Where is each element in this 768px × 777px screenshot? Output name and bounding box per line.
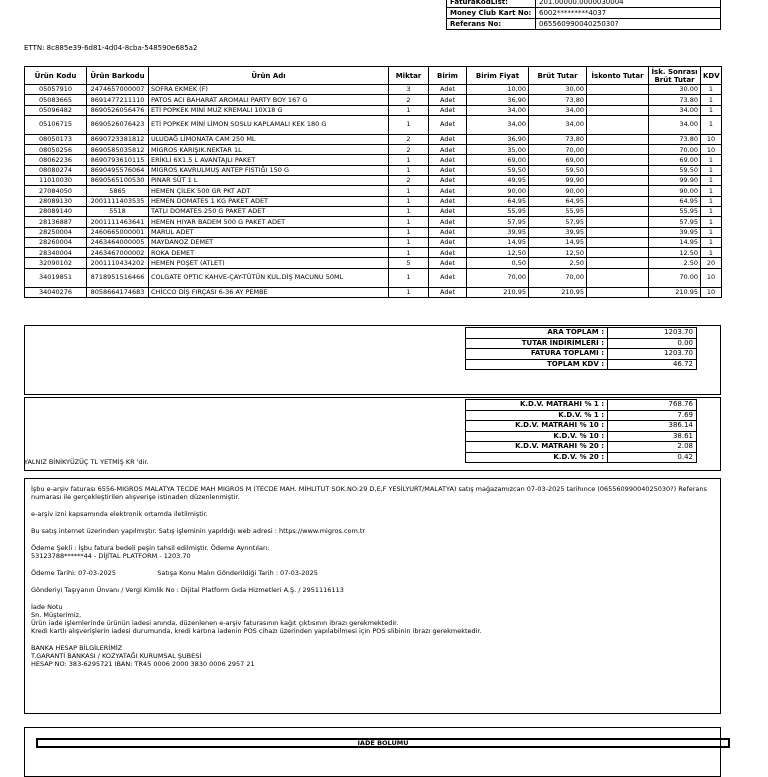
table-cell: 1 [701, 85, 722, 95]
return-title: İade Notu [31, 603, 63, 611]
table-cell: 1 [701, 115, 722, 134]
table-cell: 2463467000002 [87, 248, 149, 258]
table-cell: 34040276 [25, 287, 87, 297]
table-row [25, 165, 722, 175]
note-carrier: Gönderiyi Taşıyanın Ünvanı / Vergi Kimlik No : Dijital Platform Gıda Hizmetleri A.Ş. / 2951116113 [31, 586, 344, 594]
table-cell: MAYDANOZ DEMET [149, 237, 389, 247]
table-cell [587, 268, 649, 287]
table-cell: 0,50 [467, 258, 529, 268]
vat-row [466, 442, 697, 453]
table-cell: 08050173 [25, 134, 87, 144]
table-cell: 14,95 [529, 237, 587, 247]
table-row [25, 248, 722, 258]
table-row [25, 115, 722, 134]
table-cell: 08080274 [25, 165, 87, 175]
items-table [24, 66, 722, 298]
note-dates: Ödeme Tarihi: 07-03-2025 Satışa Konu Malın Gönderildiği Tarih : 07-03-2025 [31, 569, 318, 577]
table-cell: 28260004 [25, 237, 87, 247]
table-cell: 36,90 [467, 134, 529, 144]
total-value: 768.76 [608, 400, 697, 411]
table-cell: 39,95 [467, 227, 529, 237]
table-cell: 57,95 [529, 217, 587, 227]
total-value: 0.00 [608, 338, 697, 349]
table-cell: 69.00 [649, 155, 701, 165]
note-invoice-origin: İşbu e-arşiv faturası 6556-MIGROS MALATYA TECDE MAH MIGROS M (TECDE MAH. MİHLITUT SOK.NO:29 D,E,F YESİLYURT/MALATYA) satış mağazamızcan 07-03-2025 tarihınce (06556099004025030?) Referans numarası ile gerçekleştirilen alışverişe istinaden düzenlenmiştir. [31, 485, 707, 501]
table-cell: 1 [701, 227, 722, 237]
table-cell [587, 134, 649, 144]
return-line-2: Kredi kartlı alışverişlerin iadesi durumunda, kredi kartına iadenin POS cihazı üzerinden yapılabilmesi için POS slibinin ibrazı gerekmektedir. [31, 627, 482, 635]
table-cell: 69,00 [467, 155, 529, 165]
table-cell: 2001110434202 [87, 258, 149, 268]
table-row [25, 85, 722, 95]
total-value: 46.72 [608, 359, 697, 370]
table-cell: 2 [389, 95, 429, 105]
table-row [25, 237, 722, 247]
table-cell: 1 [701, 186, 722, 196]
table-cell: 05057910 [25, 85, 87, 95]
table-cell: 28089130 [25, 196, 87, 206]
table-cell: 8691477211110 [87, 95, 149, 105]
table-cell [587, 105, 649, 115]
table-cell: 73.80 [649, 95, 701, 105]
table-cell: 08050256 [25, 145, 87, 155]
table-cell: ROKA DEMET [149, 248, 389, 258]
table-cell [587, 115, 649, 134]
table-cell: 34.00 [649, 105, 701, 115]
table-cell: 49,95 [467, 176, 529, 186]
table-cell: 70.00 [649, 268, 701, 287]
table-cell: 34019851 [25, 268, 87, 287]
table-cell: 57,95 [467, 217, 529, 227]
table-cell: 210,95 [467, 287, 529, 297]
table-cell: 2.50 [649, 258, 701, 268]
table-cell: Adet [429, 196, 467, 206]
table-cell: 2001111463641 [87, 217, 149, 227]
table-cell: 210,95 [529, 287, 587, 297]
total-row [466, 338, 697, 349]
table-cell: 8690723381812 [87, 134, 149, 144]
vat-row [466, 400, 697, 411]
table-row [25, 186, 722, 196]
table-cell [587, 196, 649, 206]
table-cell: 1 [389, 105, 429, 115]
payment-method: Ödeme Şekli : İşbu fatura bedeli peşin tahsil edilmiştir. Ödeme Ayrıntıları: [31, 544, 270, 552]
table-row [25, 217, 722, 227]
table-cell: 1 [701, 217, 722, 227]
info-value: 06556099004025030? [536, 19, 721, 30]
payment-details: 53123788******44 - DİJİTAL PLATFORM - 1203.70 [31, 552, 191, 560]
table-cell [587, 258, 649, 268]
table-cell: 73,80 [529, 134, 587, 144]
table-cell: Adet [429, 95, 467, 105]
table-cell: 28250004 [25, 227, 87, 237]
total-value: 7.69 [608, 410, 697, 421]
table-row [25, 145, 722, 155]
table-cell: 55,95 [529, 206, 587, 216]
table-cell: ERİKLİ 6X1.5 L AVANTAJLI PAKET [149, 155, 389, 165]
table-cell: 1 [389, 165, 429, 175]
table-cell: 55.95 [649, 206, 701, 216]
total-value: 0.42 [608, 452, 697, 463]
table-cell: Adet [429, 248, 467, 258]
table-cell: 1 [701, 95, 722, 105]
table-cell: MARUL ADET [149, 227, 389, 237]
table-cell: 64,95 [529, 196, 587, 206]
table-cell: 34.00 [649, 115, 701, 134]
table-cell [587, 206, 649, 216]
table-cell: 5 [389, 258, 429, 268]
table-cell: 1 [389, 248, 429, 258]
table-cell: Adet [429, 287, 467, 297]
info-key: Referans No: [447, 19, 536, 30]
table-row [25, 176, 722, 186]
table-cell: 2463464000005 [87, 237, 149, 247]
table-cell [587, 155, 649, 165]
table-cell: 2 [389, 134, 429, 144]
table-cell [587, 145, 649, 155]
table-cell: 08062236 [25, 155, 87, 165]
table-cell: 5865 [87, 186, 149, 196]
table-cell: 10 [701, 268, 722, 287]
table-cell: 1 [389, 196, 429, 206]
table-body [25, 85, 722, 298]
table-row [25, 105, 722, 115]
table-row [25, 134, 722, 144]
total-value: 2.08 [608, 442, 697, 453]
return-section [24, 727, 721, 777]
table-cell: HEMEN POŞET (ATLET) [149, 258, 389, 268]
table-cell: 34,00 [529, 115, 587, 134]
total-value: 386.14 [608, 421, 697, 432]
table-cell: 70,00 [467, 268, 529, 287]
table-cell: COLGATE OPTIC KAHVE-ÇAY-TÜTÜN KUL.DİŞ MACUNU 50ML [149, 268, 389, 287]
table-row [25, 227, 722, 237]
table-cell: Adet [429, 85, 467, 95]
table-cell: 1 [701, 155, 722, 165]
table-cell: 99.90 [649, 176, 701, 186]
table-cell: 90.00 [649, 186, 701, 196]
column-header: Ürün Barkodu [87, 67, 149, 85]
table-cell: 11010030 [25, 176, 87, 186]
total-row [466, 328, 697, 339]
table-cell [587, 95, 649, 105]
table-cell: 70,00 [529, 268, 587, 287]
info-key: FaturaKodList: [447, 0, 536, 8]
total-value: 38.61 [608, 431, 697, 442]
table-cell: 64.95 [649, 196, 701, 206]
table-cell: Adet [429, 237, 467, 247]
vat-row [466, 410, 697, 421]
table-cell [587, 248, 649, 258]
total-label: FATURA TOPLAMI : [466, 349, 608, 360]
info-value: 6002*********4037 [536, 8, 721, 19]
table-cell: 8058664174683 [87, 287, 149, 297]
total-label: TOPLAM KDV : [466, 359, 608, 370]
total-label: K.D.V. % 1 : [466, 410, 608, 421]
table-cell: 10,00 [467, 85, 529, 95]
table-cell: Adet [429, 145, 467, 155]
table-cell: 05106715 [25, 115, 87, 134]
table-cell: Adet [429, 115, 467, 134]
note-return [31, 603, 714, 635]
table-cell: 34,00 [467, 115, 529, 134]
total-label: K.D.V. % 20 : [466, 452, 608, 463]
table-cell [587, 217, 649, 227]
note-earsiv: e-arşiv izni kapsamında elektronik ortamda iletilmiştir. [31, 510, 208, 518]
table-cell: 1 [389, 186, 429, 196]
table-cell: 1 [389, 237, 429, 247]
table-cell [587, 227, 649, 237]
table-cell: 32090102 [25, 258, 87, 268]
table-cell: 27084050 [25, 186, 87, 196]
column-header: Birim Fiyat [467, 67, 529, 85]
table-cell: 59,50 [529, 165, 587, 175]
table-cell [587, 165, 649, 175]
table-cell: 10 [701, 145, 722, 155]
table-cell: 8718951516466 [87, 268, 149, 287]
table-cell: 99,90 [529, 176, 587, 186]
table-row [25, 287, 722, 297]
table-cell: MİGROS KAVRULMUŞ ANTEP FISTIĞI 150 G [149, 165, 389, 175]
table-cell: 05096482 [25, 105, 87, 115]
table-cell: 1 [389, 155, 429, 165]
table-cell: 2474657000007 [87, 85, 149, 95]
return-line-1: Ürün iade işlemlerinde ürünün iadesi anında, düzenlenen e-arşiv faturasının kağıt çıktısının ibrazı gerekmektedir. [31, 619, 399, 627]
total-value: 1203.70 [608, 328, 697, 339]
table-cell: 14,95 [467, 237, 529, 247]
table-cell: Adet [429, 134, 467, 144]
vat-row [466, 452, 697, 463]
table-cell: Adet [429, 186, 467, 196]
table-cell: 70,00 [529, 145, 587, 155]
column-header: Brüt Tutar [529, 67, 587, 85]
table-cell: 05083665 [25, 95, 87, 105]
table-cell: 10 [701, 287, 722, 297]
table-cell: 1 [701, 237, 722, 247]
table-header [25, 67, 722, 85]
table-row [25, 206, 722, 216]
table-cell: 55,95 [467, 206, 529, 216]
table-row [25, 258, 722, 268]
table-cell: ULUDAĞ LİMONATA CAM 250 ML [149, 134, 389, 144]
note-payment [31, 544, 714, 560]
total-value: 1203.70 [608, 349, 697, 360]
table-cell [587, 287, 649, 297]
column-header: İskonto Tutar [587, 67, 649, 85]
table-cell: 35,00 [467, 145, 529, 155]
table-cell: 1 [701, 248, 722, 258]
table-cell [587, 176, 649, 186]
table-cell: ETİ POPKEK MİNİ MUZ KREMALI 10X18 G [149, 105, 389, 115]
table-cell: 5518 [87, 206, 149, 216]
table-cell: 2460665000001 [87, 227, 149, 237]
table-cell: 64,95 [467, 196, 529, 206]
table-cell: 8690793610115 [87, 155, 149, 165]
column-header: Miktar [389, 67, 429, 85]
bank-title: BANKA HESAP BİLGİLERİMİZ [31, 644, 123, 652]
table-cell: 1 [389, 227, 429, 237]
table-cell: 2 [389, 145, 429, 155]
total-label: K.D.V. % 10 : [466, 431, 608, 442]
table-cell: 73.80 [649, 134, 701, 144]
bank-account: HESAP NO: 383-6295721 IBAN: TR45 0006 2000 3830 0006 2957 21 [31, 660, 255, 668]
table-cell: PINAR SÜT 1 L [149, 176, 389, 186]
table-cell: SOFRA EKMEK (F) [149, 85, 389, 95]
table-cell: 1 [701, 206, 722, 216]
table-row [25, 268, 722, 287]
table-cell: Adet [429, 268, 467, 287]
table-cell: 34,00 [529, 105, 587, 115]
table-cell: 2001111403535 [87, 196, 149, 206]
totals-box [24, 325, 721, 395]
table-cell: Adet [429, 227, 467, 237]
table-cell: MİGROS KARIŞIK.NEKTAR 1L [149, 145, 389, 155]
table-cell [587, 186, 649, 196]
table-cell: PATOS ACI BAHARAT AROMALI PARTY BOY 167 G [149, 95, 389, 105]
table-cell: 59,50 [467, 165, 529, 175]
table-cell: 14.95 [649, 237, 701, 247]
table-cell: 1 [389, 287, 429, 297]
info-row [447, 8, 721, 19]
amount-in-words: YALNIZ BİNİKYÜZÜÇ TL YETMİŞ KR 'dir. [24, 458, 149, 466]
table-cell: 2,50 [529, 258, 587, 268]
table-cell: 30.00 [649, 85, 701, 95]
bank-name: T.GARANTİ BANKASI / KOZYATAĞI KURUMSAL ŞUBESİ [31, 652, 202, 660]
return-section-title: İADE BÖLÜMÜ [36, 738, 730, 748]
table-cell: 73,80 [529, 95, 587, 105]
info-key: Money Club Kart No: [447, 8, 536, 19]
table-cell: 1 [389, 115, 429, 134]
table-cell: 1 [389, 268, 429, 287]
vat-row [466, 421, 697, 432]
table-cell: Adet [429, 165, 467, 175]
note-web-sale: Bu satış internet üzerinden yapılmıştır. Satış işleminin yapıldığı web adresi : https://www.migros.com.tr [31, 527, 366, 535]
total-label: K.D.V. MATRAHI % 10 : [466, 421, 608, 432]
notes-section [24, 478, 721, 714]
table-cell: CHİCCO DİŞ FIRÇASI 6-36 AY PEMBE [149, 287, 389, 297]
table-cell: 8690565100530 [87, 176, 149, 186]
table-cell: TATLI DOMATES 250 G PAKET ADET [149, 206, 389, 216]
table-row [25, 196, 722, 206]
table-cell: 1 [701, 196, 722, 206]
table-cell: 28136887 [25, 217, 87, 227]
table-cell: HEMEN ÇİLEK 500 GR PKT ADT [149, 186, 389, 196]
table-cell: 3 [389, 85, 429, 95]
table-cell: 1 [701, 165, 722, 175]
table-cell: 12,50 [467, 248, 529, 258]
table-row [25, 95, 722, 105]
table-cell: 70.00 [649, 145, 701, 155]
table-cell: 2 [389, 176, 429, 186]
total-label: ARA TOPLAM : [466, 328, 608, 339]
total-label: TUTAR İNDİRİMLERİ : [466, 338, 608, 349]
table-cell: 8690495576064 [87, 165, 149, 175]
table-cell: 28340004 [25, 248, 87, 258]
table-cell: 1 [389, 217, 429, 227]
table-cell: 1 [701, 105, 722, 115]
total-row [466, 359, 697, 370]
table-cell: 34,00 [467, 105, 529, 115]
return-greeting: Sn. Müşterimiz, [31, 611, 82, 619]
ettn-label: ETTN: 8c885e39-6d81-4d04-8cba-548590e685a2 [24, 44, 198, 52]
table-cell: Adet [429, 258, 467, 268]
table-cell: Adet [429, 105, 467, 115]
table-cell: 90,00 [529, 186, 587, 196]
info-value: 201.00000.0000030004 [536, 0, 721, 8]
column-header: Ürün Adı [149, 67, 389, 85]
table-cell: 39.95 [649, 227, 701, 237]
table-cell: 8690585035812 [87, 145, 149, 155]
column-header: İsk. Sonrası Brüt Tutar [649, 67, 701, 85]
info-row [447, 19, 721, 30]
table-cell: 12.50 [649, 248, 701, 258]
table-cell: Adet [429, 206, 467, 216]
table-row [25, 155, 722, 165]
table-cell: ETİ POPKEK MİNİ LİMON SOSLU KAPLAMALI KEK 180 G [149, 115, 389, 134]
table-cell [587, 85, 649, 95]
info-row [447, 0, 721, 8]
table-cell: 59.50 [649, 165, 701, 175]
vat-table [465, 399, 697, 463]
column-header: KDV [701, 67, 722, 85]
column-header: Birim [429, 67, 467, 85]
table-cell: Adet [429, 176, 467, 186]
total-row [466, 349, 697, 360]
table-cell: 1 [389, 206, 429, 216]
vat-row [466, 431, 697, 442]
note-bank [31, 644, 714, 668]
table-cell: 12,50 [529, 248, 587, 258]
table-cell: Adet [429, 217, 467, 227]
table-cell: 8690526076423 [87, 115, 149, 134]
table-cell: 28089140 [25, 206, 87, 216]
table-cell: Adet [429, 155, 467, 165]
total-label: K.D.V. MATRAHI % 20 : [466, 442, 608, 453]
table-cell: 39,95 [529, 227, 587, 237]
table-cell: 8690526056476 [87, 105, 149, 115]
totals-table [465, 327, 697, 370]
table-cell: 20 [701, 258, 722, 268]
table-cell: 69,00 [529, 155, 587, 165]
table-cell: 36,90 [467, 95, 529, 105]
table-cell: 30,00 [529, 85, 587, 95]
table-cell: 210.95 [649, 287, 701, 297]
table-cell: 10 [701, 134, 722, 144]
table-cell: 90,00 [467, 186, 529, 196]
total-label: K.D.V. MATRAHI % 1 : [466, 400, 608, 411]
table-cell: HEMEN DOMATES 1 KG PAKET ADET [149, 196, 389, 206]
table-cell: HEMEN HIYAR BADEM 500 G PAKET ADET [149, 217, 389, 227]
invoice-info-box [446, 0, 721, 30]
column-header: Ürün Kodu [25, 67, 87, 85]
table-cell: 1 [701, 176, 722, 186]
table-cell: 57.95 [649, 217, 701, 227]
table-cell [587, 237, 649, 247]
